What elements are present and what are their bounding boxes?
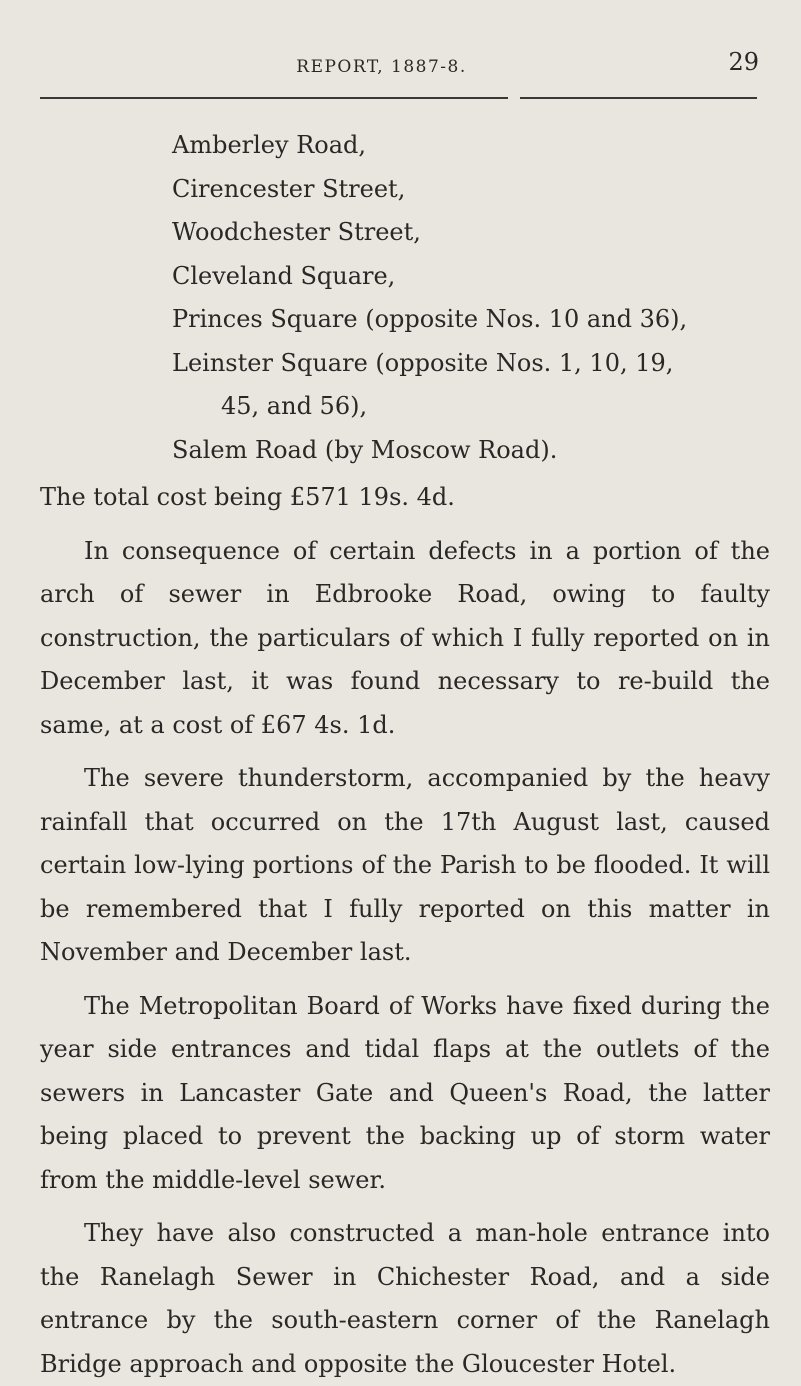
paragraph-thunderstorm: The severe thunderstorm, accompanied by the heavy rainfall that occurred on the 17th August last, caused certain low-lying portions of the Parish to be flooded. It will be remembered that I fully reported on this matter in November and December last. (40, 764, 770, 966)
paragraph-metropolitan-board: The Metropolitan Board of Works have fixed during the year side entrances and tidal flaps at the outlets of the sewers in Lancaster Gate and Queen's Road, the latter being placed to prevent the backing up of storm water from the middle-level sewer. (40, 991, 770, 1194)
running-header (0, 57, 801, 77)
paragraph-ranelagh-sewer: They have also constructed a man-hole entrance into the Ranelagh Sewer in Chichester Road, and a side entrance by the south-eastern corner of the Ranelagh Bridge approach and opposite the Gloucester Hotel. (40, 1219, 770, 1378)
street-list (172, 124, 770, 472)
header-rule-right (520, 97, 757, 99)
total-cost: The total cost being £571 19s. 4d. (40, 483, 455, 511)
street-item-continuation: 45, and 56), (221, 392, 368, 420)
street-item: Cirencester Street, (172, 174, 406, 203)
paragraph-edbrooke-road: In consequence of certain defects in a portion of the arch of sewer in Edbrooke Road, owing to faulty construction, the particulars of which I fully reported on in December last, it was found necessary to re-build the same, at a cost of £67 4s. 1d. (40, 536, 770, 739)
street-item: Leinster Square (opposite Nos. 1, 10, 19, (172, 348, 674, 377)
page-number: 29 (728, 48, 759, 76)
header-rule-left (40, 97, 508, 99)
page-body (40, 124, 770, 1386)
street-item: Woodchester Street, (172, 218, 421, 246)
street-item: Cleveland Square, (172, 261, 396, 290)
street-item: Salem Road (by Moscow Road). (172, 435, 558, 464)
running-header-text: REPORT, 1887-8. (296, 57, 467, 77)
street-item: Amberley Road, (172, 131, 367, 159)
street-item: Princes Square (opposite Nos. 10 and 36), (172, 305, 688, 333)
